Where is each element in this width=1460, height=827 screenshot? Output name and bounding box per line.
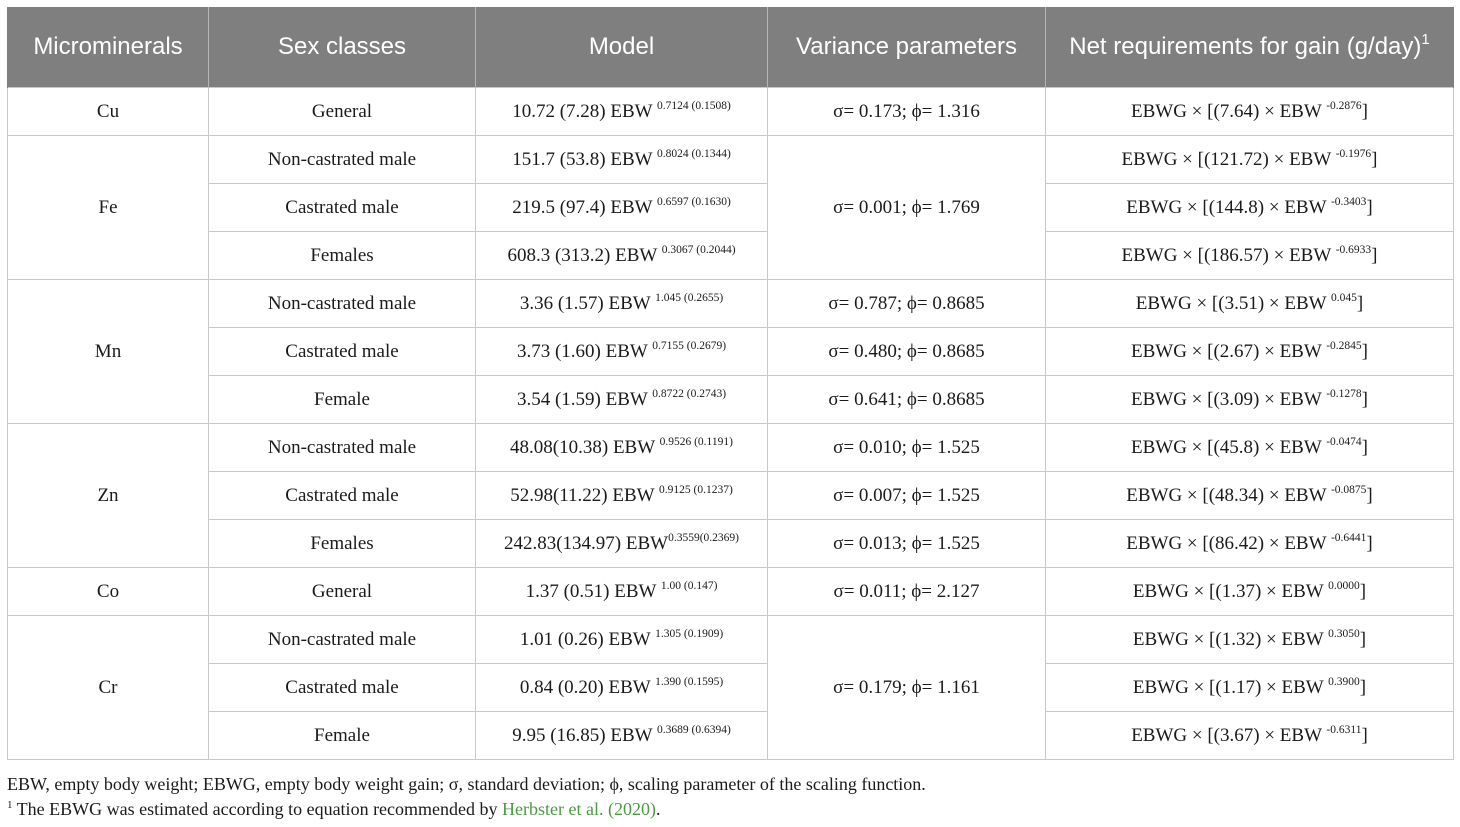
model-base: 242.83(134.97) EBW xyxy=(503,532,669,554)
variance-cell: σ= 0.007; ϕ= 1.525 xyxy=(768,472,1046,520)
model-exponent: 0.8722 (0.2743) xyxy=(652,387,727,400)
requirement-exponent: -0.1278 xyxy=(1326,387,1362,400)
model-base: 0.84 (0.20) EBW xyxy=(519,676,656,698)
requirement-base: EBWG × [(48.34) × EBW xyxy=(1126,484,1331,506)
table-header xyxy=(8,7,1454,88)
sex-class-cell: Female xyxy=(209,376,476,424)
header-microminerals: Microminerals xyxy=(8,7,209,88)
requirement-exponent: -0.0474 xyxy=(1326,435,1362,448)
mineral-cell: Zn xyxy=(8,424,209,568)
table-row xyxy=(8,184,1454,232)
requirement-base: EBWG × [(1.17) × EBW xyxy=(1132,676,1329,698)
sex-class-cell: Castrated male xyxy=(209,472,476,520)
mineral-cell: Cu xyxy=(8,88,209,136)
net-requirement-cell xyxy=(1046,520,1454,568)
requirement-exponent: -0.6933 xyxy=(1335,243,1372,256)
model-cell xyxy=(476,328,768,376)
model-exponent: 0.3689 (0.6394) xyxy=(656,723,731,736)
model-exponent: 0.7155 (0.2679) xyxy=(652,339,727,352)
table-row xyxy=(8,424,1454,472)
requirement-close-bracket: ] xyxy=(1361,724,1368,746)
model-cell xyxy=(476,712,768,760)
requirement-base: EBWG × [(45.8) × EBW xyxy=(1130,436,1327,458)
requirement-exponent: 0.0000 xyxy=(1328,579,1360,592)
variance-cell: σ= 0.013; ϕ= 1.525 xyxy=(768,520,1046,568)
sex-class-cell: Non-castrated male xyxy=(209,424,476,472)
net-requirement-cell xyxy=(1046,88,1454,136)
requirement-base: EBWG × [(144.8) × EBW xyxy=(1126,196,1331,218)
mineral-cell: Mn xyxy=(8,280,209,424)
footnote-text: The EBWG was estimated according to equation recommended by xyxy=(12,799,503,819)
model-cell xyxy=(476,424,768,472)
mineral-cell: Fe xyxy=(8,136,209,280)
table-row xyxy=(8,232,1454,280)
model-base: 3.73 (1.60) EBW xyxy=(516,340,653,362)
requirement-close-bracket: ] xyxy=(1361,100,1368,122)
net-requirement-cell xyxy=(1046,712,1454,760)
model-base: 1.37 (0.51) EBW xyxy=(525,580,661,602)
microminerals-requirements-table xyxy=(7,7,1454,760)
requirement-close-bracket: ] xyxy=(1371,148,1378,170)
variance-cell: σ= 0.173; ϕ= 1.316 xyxy=(768,88,1046,136)
model-cell xyxy=(476,376,768,424)
abbreviations-note: EBW, empty body weight; EBWG, empty body weight gain; σ, standard deviation; ϕ, scaling parameter of the scaling function. xyxy=(7,774,926,794)
requirement-close-bracket: ] xyxy=(1361,340,1368,362)
requirement-base: EBWG × [(86.42) × EBW xyxy=(1126,532,1331,554)
header-footnote-marker: 1 xyxy=(1421,31,1430,48)
model-base: 608.3 (313.2) EBW xyxy=(507,244,662,266)
requirement-base: EBWG × [(2.67) × EBW xyxy=(1130,340,1327,362)
requirement-exponent: -0.1976 xyxy=(1335,147,1372,160)
model-exponent: 1.045 (0.2655) xyxy=(655,291,724,304)
table-row xyxy=(8,328,1454,376)
requirement-base: EBWG × [(1.32) × EBW xyxy=(1132,628,1329,650)
net-requirement-cell xyxy=(1046,280,1454,328)
model-exponent: 0.3559(0.2369) xyxy=(668,531,740,544)
sex-class-cell: Non-castrated male xyxy=(209,136,476,184)
sex-class-cell: Non-castrated male xyxy=(209,280,476,328)
model-base: 1.01 (0.26) EBW xyxy=(519,628,656,650)
variance-cell: σ= 0.001; ϕ= 1.769 xyxy=(768,136,1046,280)
requirement-close-bracket: ] xyxy=(1359,580,1367,602)
requirement-base: EBWG × [(121.72) × EBW xyxy=(1121,148,1336,170)
table-notes xyxy=(7,772,926,822)
net-requirement-cell xyxy=(1046,472,1454,520)
sex-class-cell: Non-castrated male xyxy=(209,616,476,664)
model-exponent: 0.9526 (0.1191) xyxy=(659,435,733,448)
model-cell xyxy=(476,136,768,184)
requirement-exponent: -0.2845 xyxy=(1326,339,1362,352)
table-row xyxy=(8,136,1454,184)
model-base: 3.54 (1.59) EBW xyxy=(516,388,653,410)
requirement-base: EBWG × [(7.64) × EBW xyxy=(1130,100,1327,122)
requirement-close-bracket: ] xyxy=(1366,532,1373,554)
model-exponent: 0.8024 (0.1344) xyxy=(656,147,731,160)
variance-cell: σ= 0.641; ϕ= 0.8685 xyxy=(768,376,1046,424)
requirement-close-bracket: ] xyxy=(1359,628,1367,650)
requirement-base: EBWG × [(3.67) × EBW xyxy=(1131,724,1327,746)
model-exponent: 1.305 (0.1909) xyxy=(655,627,724,640)
citation-link[interactable]: Herbster et al. (2020) xyxy=(502,799,656,819)
variance-cell: σ= 0.011; ϕ= 2.127 xyxy=(768,568,1046,616)
model-exponent: 0.7124 (0.1508) xyxy=(656,99,731,112)
variance-cell: σ= 0.010; ϕ= 1.525 xyxy=(768,424,1046,472)
sex-class-cell: Females xyxy=(209,232,476,280)
sex-class-cell: Females xyxy=(209,520,476,568)
sex-class-cell: General xyxy=(209,88,476,136)
table-row xyxy=(8,376,1454,424)
table-row xyxy=(8,664,1454,712)
header-net-requirements-label: Net requirements for gain (g/day) xyxy=(1069,33,1422,60)
header-sex-classes: Sex classes xyxy=(209,7,476,88)
model-base: 9.95 (16.85) EBW xyxy=(512,724,657,746)
requirement-close-bracket: ] xyxy=(1366,484,1373,506)
requirement-base: EBWG × [(186.57) × EBW xyxy=(1121,244,1336,266)
net-requirement-cell xyxy=(1046,664,1454,712)
model-cell xyxy=(476,184,768,232)
net-requirement-cell xyxy=(1046,328,1454,376)
net-requirement-cell xyxy=(1046,376,1454,424)
model-exponent: 0.6597 (0.1630) xyxy=(656,195,731,208)
requirement-exponent: 0.3900 xyxy=(1328,675,1360,688)
table-row xyxy=(8,520,1454,568)
requirement-exponent: 0.3050 xyxy=(1328,627,1360,640)
table-row xyxy=(8,280,1454,328)
model-exponent: 0.3067 (0.2044) xyxy=(661,243,736,256)
model-base: 3.36 (1.57) EBW xyxy=(519,292,656,314)
model-base: 151.7 (53.8) EBW xyxy=(512,148,657,170)
requirement-close-bracket: ] xyxy=(1356,292,1364,314)
requirement-exponent: 0.045 xyxy=(1331,291,1357,304)
sex-class-cell: Castrated male xyxy=(209,328,476,376)
net-requirement-cell xyxy=(1046,184,1454,232)
net-requirement-cell xyxy=(1046,568,1454,616)
variance-cell: σ= 0.480; ϕ= 0.8685 xyxy=(768,328,1046,376)
requirement-exponent: -0.2876 xyxy=(1326,99,1362,112)
footnote-1 xyxy=(7,797,926,822)
model-base: 10.72 (7.28) EBW xyxy=(512,100,657,122)
model-cell xyxy=(476,88,768,136)
table-row xyxy=(8,88,1454,136)
model-cell xyxy=(476,520,768,568)
sex-class-cell: Castrated male xyxy=(209,664,476,712)
header-row xyxy=(8,7,1454,88)
variance-cell: σ= 0.787; ϕ= 0.8685 xyxy=(768,280,1046,328)
header-model: Model xyxy=(476,7,768,88)
net-requirement-cell xyxy=(1046,616,1454,664)
requirement-exponent: -0.6441 xyxy=(1330,531,1367,544)
requirement-close-bracket: ] xyxy=(1361,436,1368,458)
sex-class-cell: Female xyxy=(209,712,476,760)
header-net-requirements xyxy=(1046,7,1454,88)
requirement-base: EBWG × [(3.09) × EBW xyxy=(1130,388,1327,410)
mineral-cell: Co xyxy=(8,568,209,616)
model-cell xyxy=(476,616,768,664)
table-row xyxy=(8,616,1454,664)
model-cell xyxy=(476,280,768,328)
model-cell xyxy=(476,664,768,712)
header-variance-parameters: Variance parameters xyxy=(768,7,1046,88)
model-cell xyxy=(476,232,768,280)
variance-cell: σ= 0.179; ϕ= 1.161 xyxy=(768,616,1046,760)
table-row xyxy=(8,712,1454,760)
model-base: 219.5 (97.4) EBW xyxy=(512,196,657,218)
requirement-close-bracket: ] xyxy=(1371,244,1378,266)
model-exponent: 1.00 (0.147) xyxy=(660,579,718,592)
table-body xyxy=(8,88,1454,760)
net-requirement-cell xyxy=(1046,232,1454,280)
requirement-base: EBWG × [(1.37) × EBW xyxy=(1132,580,1329,602)
net-requirement-cell xyxy=(1046,136,1454,184)
sex-class-cell: General xyxy=(209,568,476,616)
model-base: 52.98(11.22) EBW xyxy=(510,484,660,506)
footnote-marker: 1 xyxy=(7,799,13,811)
model-cell xyxy=(476,472,768,520)
model-cell xyxy=(476,568,768,616)
net-requirement-cell xyxy=(1046,424,1454,472)
table-row xyxy=(8,568,1454,616)
model-base: 48.08(10.38) EBW xyxy=(510,436,660,458)
mineral-cell: Cr xyxy=(8,616,209,760)
requirement-close-bracket: ] xyxy=(1359,676,1367,698)
model-exponent: 0.9125 (0.1237) xyxy=(659,483,733,496)
requirement-close-bracket: ] xyxy=(1361,388,1368,410)
requirement-close-bracket: ] xyxy=(1366,196,1373,218)
requirement-exponent: -0.6311 xyxy=(1326,723,1362,736)
footnote-end: . xyxy=(655,799,661,819)
table-row xyxy=(8,472,1454,520)
model-exponent: 1.390 (0.1595) xyxy=(655,675,724,688)
requirement-exponent: -0.0875 xyxy=(1330,483,1367,496)
requirement-base: EBWG × [(3.51) × EBW xyxy=(1135,292,1331,314)
sex-class-cell: Castrated male xyxy=(209,184,476,232)
requirement-exponent: -0.3403 xyxy=(1330,195,1367,208)
